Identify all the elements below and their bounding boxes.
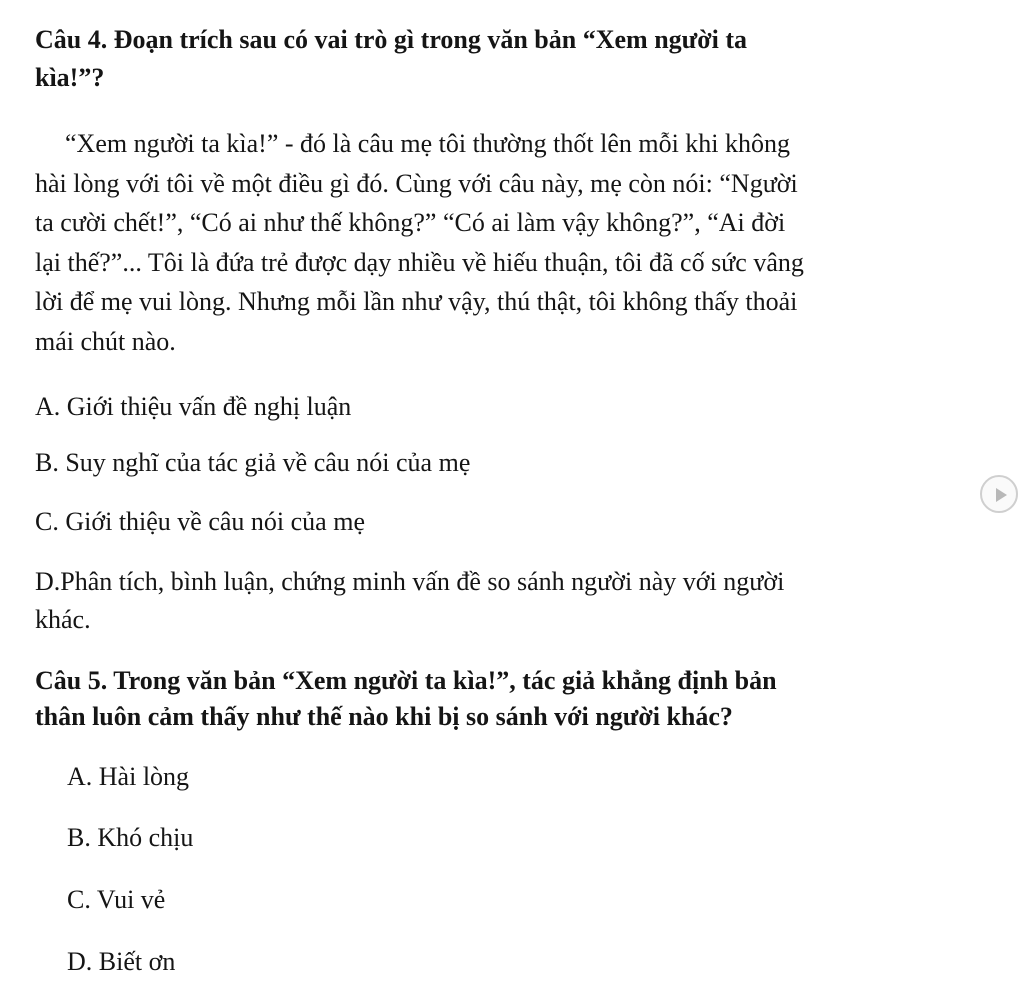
q4-passage-line-6: mái chút nào. bbox=[35, 327, 176, 356]
q4-passage-line-2: hài lòng với tôi về một điều gì đó. Cùng với câu này, mẹ còn nói: “Người bbox=[35, 169, 798, 198]
q4-passage-line-5: lời để mẹ vui lòng. Nhưng mỗi lần như vậy, thú thật, tôi không thấy thoải bbox=[35, 287, 798, 316]
q4-title-line-1: Câu 4. Đoạn trích sau có vai trò gì trong văn bản “Xem người ta bbox=[35, 25, 748, 54]
q4-passage-line-3: ta cười chết!”, “Có ai như thế không?” “Có ai làm vậy không?”, “Ai đời bbox=[35, 208, 786, 237]
q4-option-b: B. Suy nghĩ của tác giả về câu nói của mẹ bbox=[35, 448, 471, 477]
q4-option-d-line-2: khác. bbox=[35, 605, 91, 634]
q4-passage-line-4: lại thế?”... Tôi là đứa trẻ được dạy nhiều về hiếu thuận, tôi đã cố sức vâng bbox=[35, 248, 804, 277]
q5-title-line-1: Câu 5. Trong văn bản “Xem người ta kìa!”, tác giả khẳng định bản bbox=[35, 666, 777, 695]
play-icon bbox=[993, 486, 1009, 504]
q5-option-a: A. Hài lòng bbox=[67, 762, 190, 791]
q4-option-a: A. Giới thiệu vấn đề nghị luận bbox=[35, 392, 352, 421]
q4-option-c: C. Giới thiệu về câu nói của mẹ bbox=[35, 507, 365, 536]
q5-option-c: C. Vui vẻ bbox=[67, 885, 166, 914]
play-button[interactable] bbox=[980, 475, 1018, 513]
q5-option-b: B. Khó chịu bbox=[67, 823, 194, 852]
q5-title-line-2: thân luôn cảm thấy như thế nào khi bị so sánh với người khác? bbox=[35, 702, 733, 731]
q5-option-d: D. Biết ơn bbox=[67, 947, 176, 976]
q4-passage-line-1: “Xem người ta kìa!” - đó là câu mẹ tôi thường thốt lên mỗi khi không bbox=[65, 129, 791, 158]
q4-title-line-2: kìa!”? bbox=[35, 63, 105, 92]
q4-option-d-line-1: D.Phân tích, bình luận, chứng minh vấn đề so sánh người này với người bbox=[35, 567, 785, 596]
